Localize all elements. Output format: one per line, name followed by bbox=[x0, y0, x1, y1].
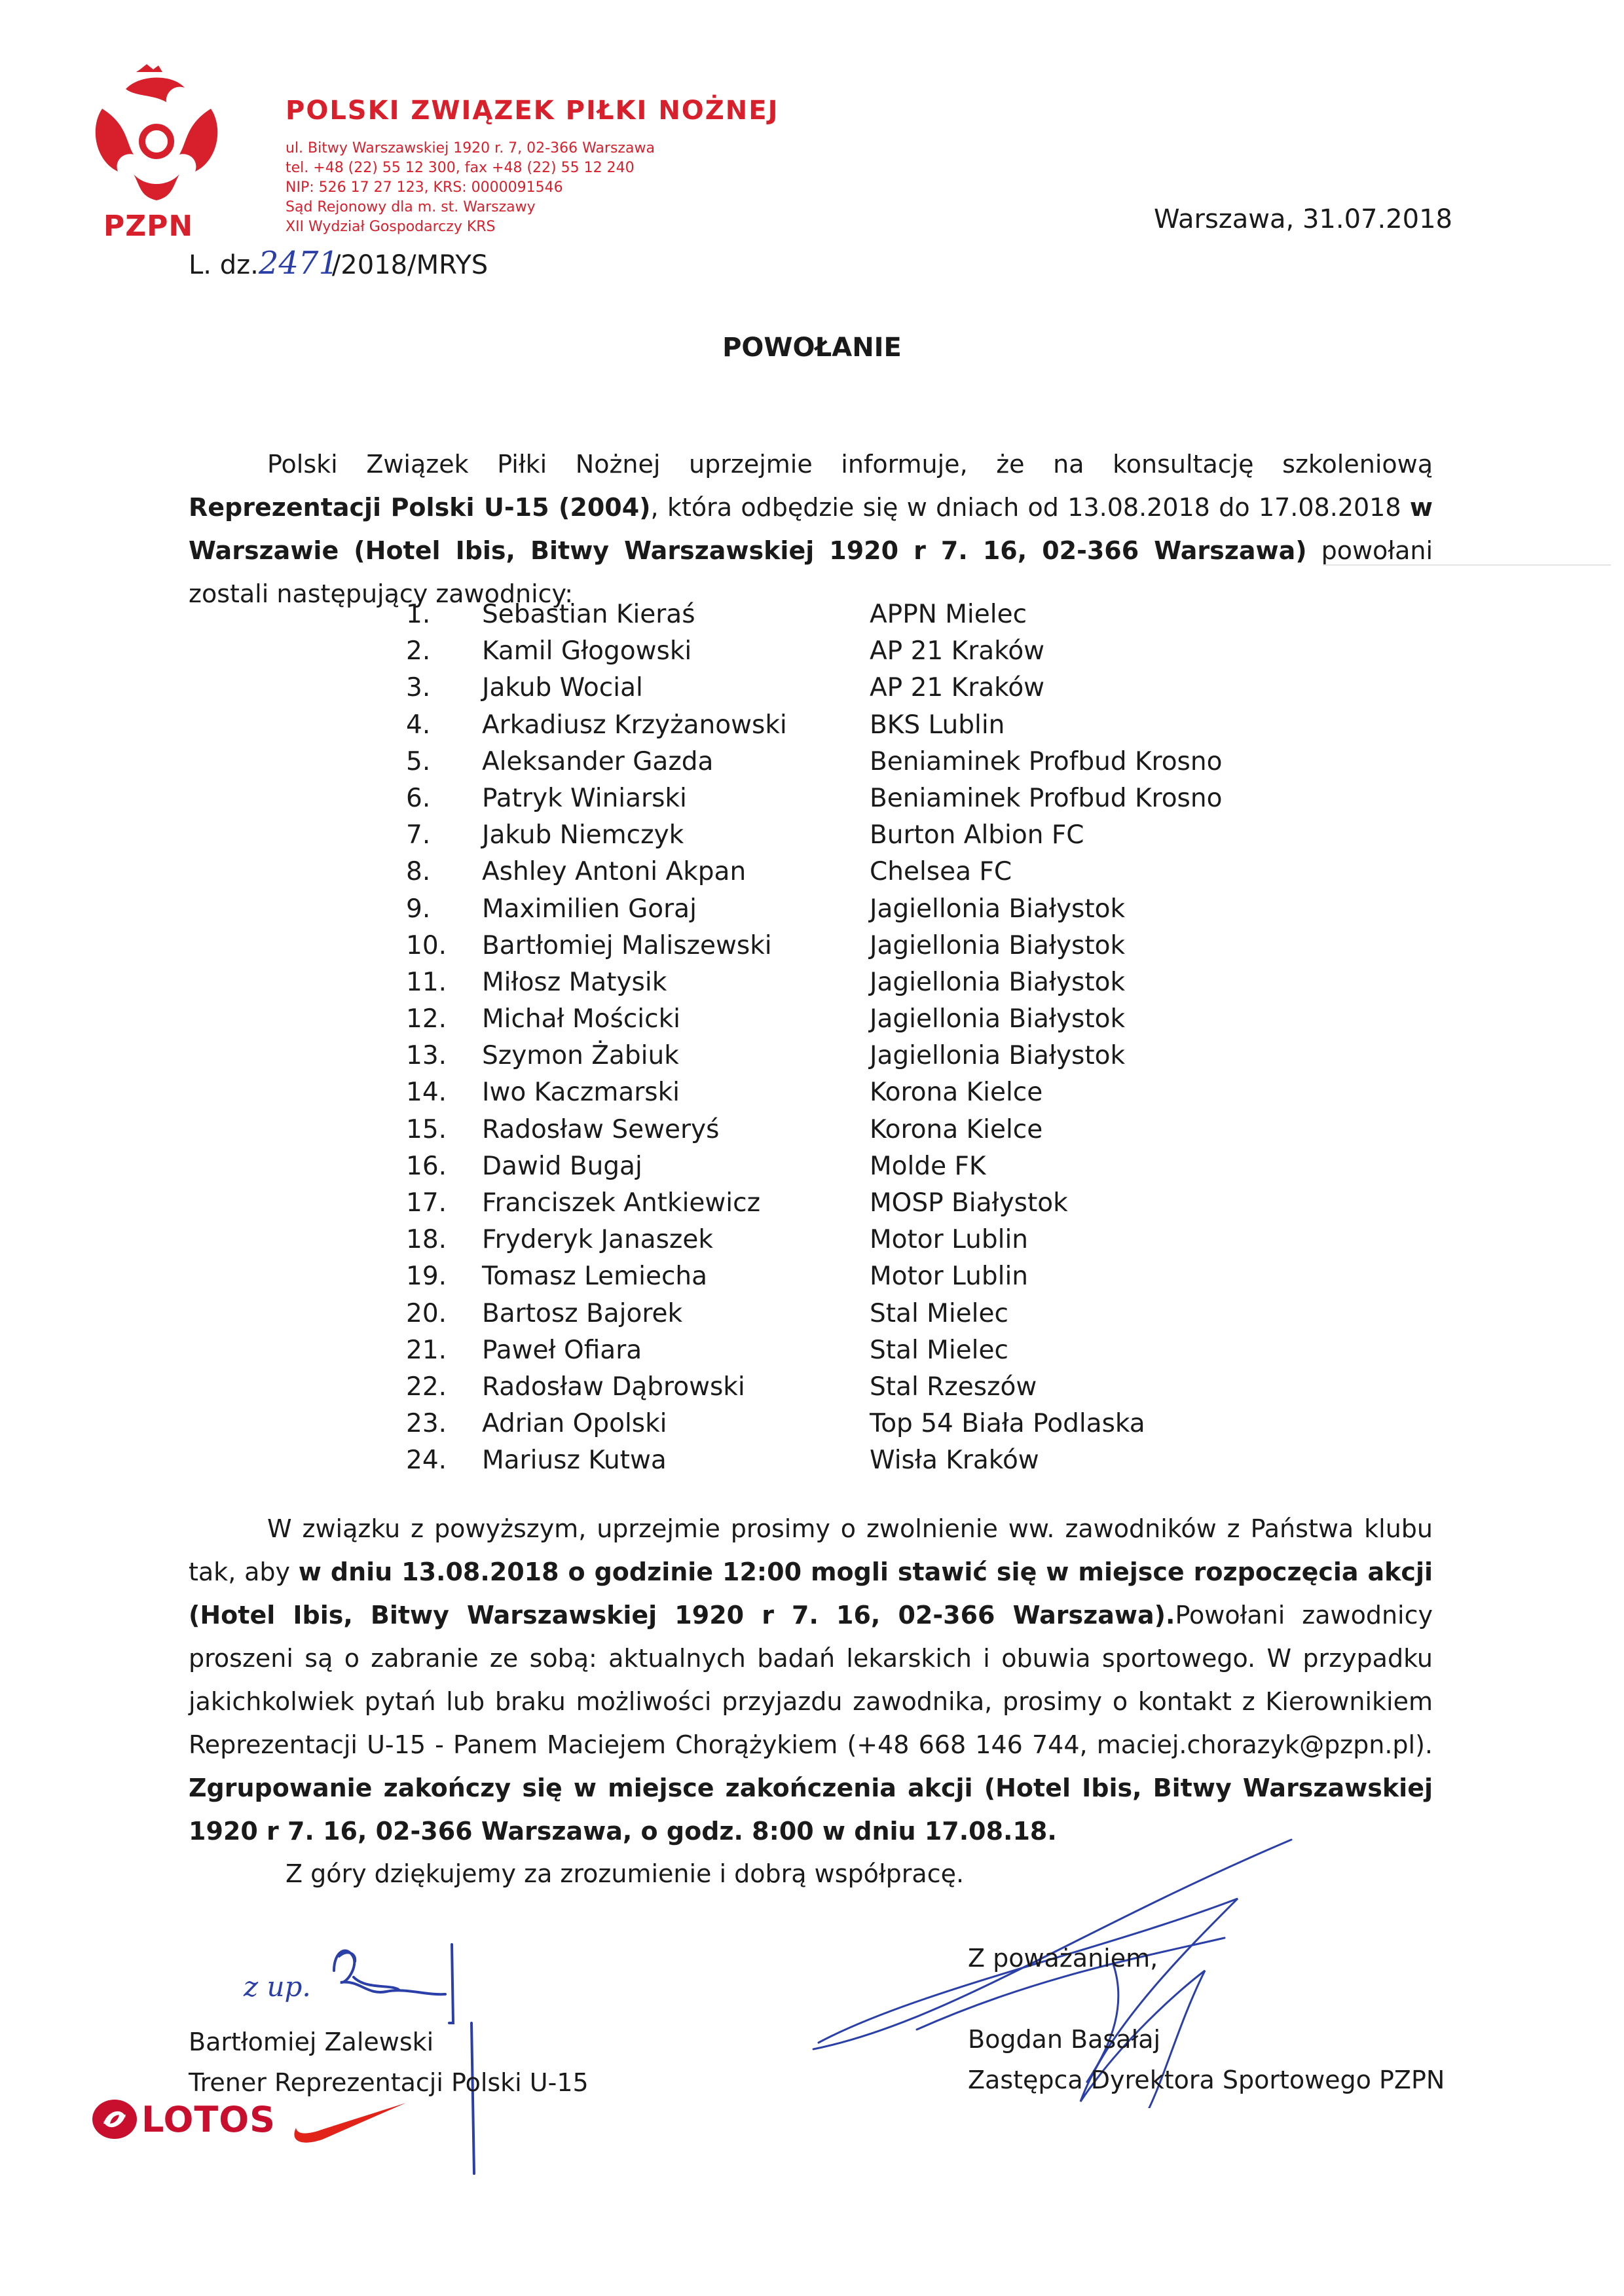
player-name: Kamil Głogowski bbox=[482, 636, 692, 666]
player-club: Stal Rzeszów bbox=[870, 1372, 1037, 1402]
reference-prefix: L. dz. bbox=[189, 250, 259, 280]
player-name: Arkadiusz Krzyżanowski bbox=[482, 710, 787, 740]
instructions-text-1: W związku z powyższym, uprzejmie prosimy o zwolnienie ww. zawodników z Państwa klubu tak, aby bbox=[189, 1514, 1433, 1586]
instructions-end: Zgrupowanie zakończy się w miejsce zakończenia akcji (Hotel Ibis, Bitwy Warszawskiej 1920 r 7. 16, 02-366 Warszawa, o godz. 8:00 w dniu 17.08.18. bbox=[189, 1774, 1433, 1846]
player-club: Jagiellonia Białystok bbox=[870, 930, 1126, 960]
player-number: 12. bbox=[406, 1004, 447, 1034]
logo-swirl-left bbox=[96, 109, 134, 172]
player-club: Beniaminek Profbud Krosno bbox=[870, 783, 1223, 813]
player-number: 15. bbox=[406, 1114, 447, 1144]
thanks-line: Z góry dziękujemy za zrozumienie i dobrą współpracę. bbox=[286, 1859, 965, 1888]
player-name: Bartosz Bajorek bbox=[482, 1298, 683, 1328]
player-name: Paweł Ofiara bbox=[482, 1335, 642, 1365]
player-number: 14. bbox=[406, 1078, 447, 1108]
player-number: 1. bbox=[406, 600, 431, 629]
intro-text-3: powołani zostali następujący zawodnicy: bbox=[189, 536, 1433, 608]
letter-date: Warszawa, 31.07.2018 bbox=[1154, 204, 1452, 234]
lotos-logo: LOTOS bbox=[141, 2099, 276, 2140]
player-number: 23. bbox=[406, 1409, 447, 1439]
player-number: 8. bbox=[406, 857, 431, 887]
pzpn-logo bbox=[88, 63, 225, 211]
player-club: Stal Mielec bbox=[870, 1298, 1008, 1328]
letterhead-address bbox=[286, 139, 655, 237]
player-number: 9. bbox=[406, 894, 431, 924]
player-club: BKS Lublin bbox=[870, 710, 1005, 740]
document-title: POWOŁANIE bbox=[722, 333, 902, 363]
player-club: Stal Mielec bbox=[870, 1335, 1008, 1365]
player-number: 4. bbox=[406, 710, 431, 740]
signature-right-closing: Z poważaniem, bbox=[968, 1944, 1158, 1973]
player-club: Molde FK bbox=[870, 1151, 986, 1181]
intro-paragraph bbox=[189, 443, 1433, 615]
signature-left-role: Trener Reprezentacji Polski U-15 bbox=[189, 2068, 589, 2097]
player-name: Szymon Żabiuk bbox=[482, 1041, 679, 1071]
player-name: Adrian Opolski bbox=[482, 1409, 667, 1439]
player-club: AP 21 Kraków bbox=[870, 636, 1045, 666]
logo-swirl-right bbox=[179, 109, 217, 172]
contact-line: tel. +48 (22) 55 12 300, fax +48 (22) 55 12 240 bbox=[286, 160, 635, 176]
player-number: 11. bbox=[406, 967, 447, 997]
player-name: Miłosz Matysik bbox=[482, 967, 667, 997]
faint-rule bbox=[1323, 564, 1611, 566]
player-name: Franciszek Antkiewicz bbox=[482, 1188, 761, 1218]
player-number: 6. bbox=[406, 783, 431, 813]
signature-right-block bbox=[968, 1938, 1445, 2100]
reference-number bbox=[189, 245, 488, 282]
signature-right-name: Bogdan Basałaj bbox=[968, 2025, 1161, 2054]
signature-left-name: Bartłomiej Zalewski bbox=[189, 2028, 434, 2056]
player-name: Jakub Wocial bbox=[482, 673, 643, 703]
player-club: Burton Albion FC bbox=[870, 820, 1084, 850]
signature-right-role: Zastępca Dyrektora Sportowego PZPN bbox=[968, 2066, 1445, 2094]
player-number: 3. bbox=[406, 673, 431, 703]
player-club: Chelsea FC bbox=[870, 857, 1012, 887]
player-number: 16. bbox=[406, 1151, 447, 1181]
intro-text-1: Polski Związek Piłki Nożnej uprzejmie informuje, że na konsultację szkoleniową bbox=[267, 450, 1433, 479]
signature-left-block bbox=[189, 2022, 589, 2103]
player-number: 13. bbox=[406, 1041, 447, 1071]
player-club: Jagiellonia Białystok bbox=[870, 967, 1126, 997]
player-club: Jagiellonia Białystok bbox=[870, 1041, 1126, 1071]
player-name: Ashley Antoni Akpan bbox=[482, 857, 747, 887]
player-number: 2. bbox=[406, 636, 431, 666]
player-name: Tomasz Lemiecha bbox=[482, 1262, 708, 1292]
player-club: Jagiellonia Białystok bbox=[870, 894, 1126, 924]
player-number: 20. bbox=[406, 1298, 447, 1328]
pzpn-logo-text: PZPN bbox=[103, 210, 194, 243]
player-name: Aleksander Gazda bbox=[482, 746, 714, 776]
reference-suffix: /2018/MRYS bbox=[331, 250, 489, 280]
reference-handwritten-number: 2471 bbox=[258, 245, 339, 282]
court-department-line: XII Wydział Gospodarczy KRS bbox=[286, 219, 496, 235]
player-name: Bartłomiej Maliszewski bbox=[482, 930, 772, 960]
logo-crown bbox=[136, 64, 162, 72]
address-line: ul. Bitwy Warszawskiej 1920 r. 7, 02-366 Warszawa bbox=[286, 140, 655, 156]
player-name: Sebastian Kieraś bbox=[482, 600, 695, 629]
player-club: AP 21 Kraków bbox=[870, 673, 1045, 703]
player-name: Maximilien Goraj bbox=[482, 894, 697, 924]
intro-location: w Warszawie (Hotel Ibis, Bitwy Warszawskiej 1920 r 7. 16, 02-366 Warszawa) bbox=[189, 493, 1433, 565]
player-number: 10. bbox=[406, 930, 447, 960]
player-name: Jakub Niemczyk bbox=[482, 820, 684, 850]
player-club: Motor Lublin bbox=[870, 1225, 1028, 1255]
lotos-logo-icon bbox=[90, 2098, 139, 2141]
player-name: Michał Mościcki bbox=[482, 1004, 680, 1034]
player-club: Beniaminek Profbud Krosno bbox=[870, 746, 1223, 776]
player-number: 18. bbox=[406, 1225, 447, 1255]
court-line: Sąd Rejonowy dla m. st. Warszawy bbox=[286, 199, 536, 215]
intro-team: Reprezentacji Polski U-15 (2004) bbox=[189, 493, 651, 522]
instructions-text-2: Powołani zawodnicy proszeni są o zabranie ze sobą: aktualnych badań lekarskich i obuwia sportowego. W przypadku jakichkolwiek pytań lub braku możliwości przyjazdu zawodnika, prosimy o kontakt z Kierownikiem Reprezentacji U-15 - Panem Maciejem Chorążykiem (+48 668 146 744, maciej.chorazyk@pzpn.pl). bbox=[189, 1601, 1433, 1759]
player-number: 7. bbox=[406, 820, 431, 850]
player-name: Fryderyk Janaszek bbox=[482, 1225, 713, 1255]
nike-swoosh-icon bbox=[291, 2095, 409, 2147]
player-club: Motor Lublin bbox=[870, 1262, 1028, 1292]
player-name: Patryk Winiarski bbox=[482, 783, 687, 813]
tax-line: NIP: 526 17 27 123, KRS: 0000091546 bbox=[286, 179, 563, 196]
organization-name: POLSKI ZWIĄZEK PIŁKI NOŻNEJ bbox=[286, 96, 779, 126]
player-number: 22. bbox=[406, 1372, 447, 1402]
player-number: 21. bbox=[406, 1335, 447, 1365]
player-number: 5. bbox=[406, 746, 431, 776]
logo-swirl-bottom bbox=[134, 174, 179, 200]
logo-swirl-top bbox=[126, 77, 185, 102]
player-club: Top 54 Biała Podlaska bbox=[870, 1409, 1145, 1439]
player-number: 17. bbox=[406, 1188, 447, 1218]
signature-left-note: z up. bbox=[244, 1971, 311, 2003]
player-number: 19. bbox=[406, 1262, 447, 1292]
player-club: MOSP Białystok bbox=[870, 1188, 1068, 1218]
instructions-arrival: w dniu 13.08.2018 o godzinie 12:00 mogli stawić się w miejsce rozpoczęcia akcji (Hotel Ibis, Bitwy Warszawskiej 1920 r 7. 16, 02-366 Warszawa). bbox=[189, 1558, 1433, 1630]
player-club: Korona Kielce bbox=[870, 1078, 1043, 1108]
player-name: Dawid Bugaj bbox=[482, 1151, 642, 1181]
instructions-paragraph bbox=[189, 1507, 1433, 1853]
player-club: Jagiellonia Białystok bbox=[870, 1004, 1126, 1034]
intro-text-2: , która odbędzie się w dniach od 13.08.2018 do 17.08.2018 bbox=[650, 493, 1410, 522]
player-club: Korona Kielce bbox=[870, 1114, 1043, 1144]
player-number: 24. bbox=[406, 1446, 447, 1476]
player-name: Iwo Kaczmarski bbox=[482, 1078, 680, 1108]
player-name: Radosław Seweryś bbox=[482, 1114, 720, 1144]
player-name: Radosław Dąbrowski bbox=[482, 1372, 745, 1402]
player-club: Wisła Kraków bbox=[870, 1446, 1039, 1476]
player-name: Mariusz Kutwa bbox=[482, 1446, 667, 1476]
player-club: APPN Mielec bbox=[870, 600, 1027, 629]
